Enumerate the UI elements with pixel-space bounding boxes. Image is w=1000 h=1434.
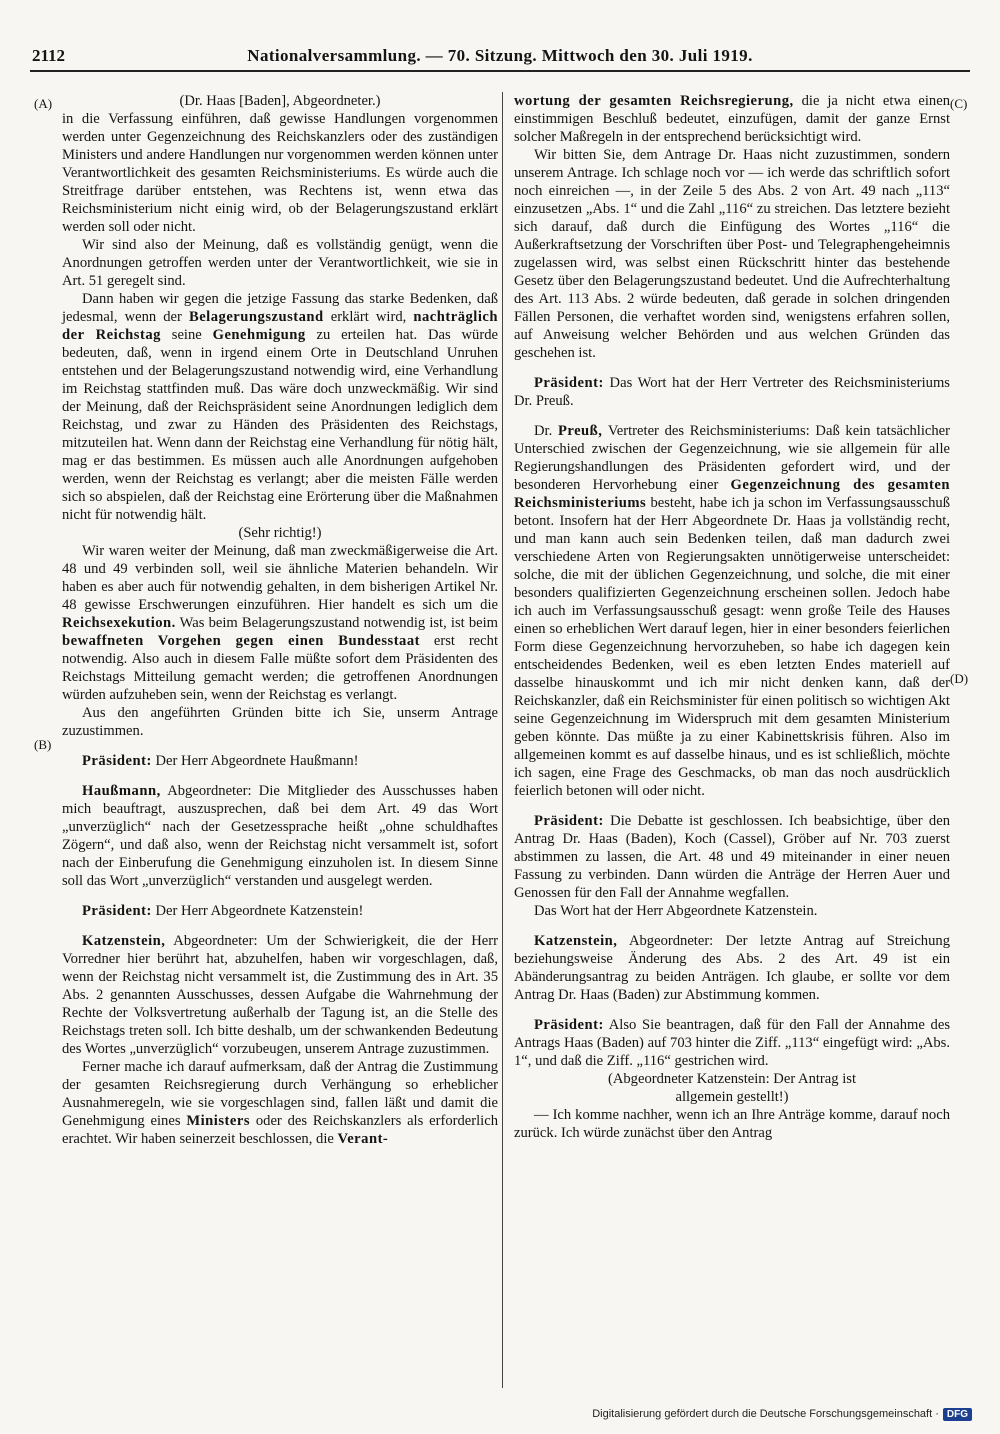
running-title: Nationalversammlung. — 70. Sitzung. Mittwoch den 30. Juli 1919. [247, 46, 753, 65]
speaker-name: Katzenstein, [534, 933, 618, 949]
speech-preuss: Dr. Preuß, Vertreter des Reichsministeriums: Daß kein tatsächlicher Unterschied zwischen der Gegenzeichnung, wie sie allgemein für alle Regierungshandlungen des Präsidenten gefordert wird, und der besonderen Hervorhebung einer Gegenzeichnung des gesamten Reichsministeriums besteht, habe ich ja schon im Verfassungsausschuß betont. Insofern hat der Herr Abgeordnete Dr. Haas ja vollständig recht, und man kann auch sein Bedenken teilen, daß man dadurch zwei verschiedene Arten von Regierungsakten unnötigerweise unterscheidet: solche, die mit der üblichen Gegenzeichnung, und solche, die mit einer besonders qualifizierten Gegenzeichnung erscheinen sollen. Jedoch habe ich auch im Verfassungsausschuß gesagt: wenn große Teile des Hauses einen so erheblichen Wert darauf legen, hier in einer besonders feierlichen Form diese Gegenzeichnung hervorzuheben, so habe ich dagegen kein entscheidendes Bedenken, weil es eben letzten Endes materiell auf dasselbe hinauskommt und ich mir nicht denken kann, daß der Reichskanzler, daß ein Reichsminister für einen politisch so wichtigen Akt seine Gegenzeichnung im Widerspruch mit dem gesamten Ministerium geben könnte. Das müßte ja zu einer Kabinettskrisis führen. Also im allgemeinen kommt es auf dasselbe hinaus, und es ist schließlich, möchte ich sagen, eine Frage des Geschmacks, ob man das noch ausdrücklich feierlich betonen will oder nicht. [514, 423, 950, 799]
emphasis: Belagerungszustand [188, 309, 324, 325]
speaker-name: Präsident: [534, 813, 604, 829]
paragraph: Ferner mache ich darauf aufmerksam, daß der Antrag die Zustimmung der gesamten Reichsregierung durch Verhängung so erheblicher Ausnahmeregeln, wie sie vorgeschlagen sind, fallen läßt und damit die Genehmigung eines Ministers oder des Reichskanzlers als erforderlich erachtet. Wir haben seinerzeit beschlossen, die Verant- [62, 1059, 498, 1147]
speech-katzenstein: Katzenstein, Abgeordneter: Um der Schwierigkeit, die der Herr Vorredner hier berührt hat, abzuhelfen, haben wir vorgeschlagen, daß, wenn der Reichstag nicht versammelt ist, die Zustimmung des in Art. 35 Abs. 2 genannten Ausschusses, dessen Aufgabe die Wahrnehmung der Rechte der Volksvertretung außerhalb der Tagung ist, an die Stelle des Reichstags treten soll. Ich bitte deshalb, um der schwankenden Bedeutung des Wortes „unverzüglich“ vorzubeugen, unserem Antrage zuzustimmen. [62, 933, 498, 1057]
emphasis: bewaffneten Vorgehen gegen einen Bundesstaat [62, 633, 421, 649]
paragraph: Dann haben wir gegen die jetzige Fassung das starke Bedenken, daß jedesmal, wenn der Belagerungszustand erklärt wird, nachträglich der Reichstag seine Genehmigung zu erteilen hat. Das würde bedeuten, daß, wenn in irgend einem Orte in Deutschland Unruhen entstehen und der Belagerungszustand notwendig wird, eine Verhandlung im Reichstag stattfinden muß. Das wäre doch unzweckmäßig. Wir sind der Meinung, daß der Reichspräsident seine Anordnungen lediglich dem Reichstag, und zwar zu Händen des Präsidenten des Reichstags, mitzuteilen hat. Wenn dann der Reichstag eine Verhandlung für nötig hält, mag er das bestimmen. Es müssen auch alle Anordnungen aufgehoben werden, wenn der Reichstag es verlangt; aber die meisten Fälle werden sich so abspielen, daß der Reichstag eine Erörterung über die Maßnahmen nicht für notwendig hält. [62, 291, 498, 523]
margin-mark-c: (C) [950, 96, 968, 111]
paragraph: Wir waren weiter der Meinung, daß man zweckmäßigerweise die Art. 48 und 49 verbinden soll, weil sie ähnliche Materien behandeln. Wir haben es aber auch für notwendig gehalten, in dem bisherigen Artikel Nr. 48 gewisse Erschwerungen einzuführen. Hier handelt es sich um die Reichsexekution. Was beim Belagerungszustand notwendig ist, ist beim bewaffneten Vorgehen gegen einen Bundesstaat erst recht notwendig. Also auch in diesem Falle müßte sofort dem Präsidenten des Reichstags Mitteilung gemacht werden; die getroffenen Anordnungen würden aufzuheben sein, wenn der Reichstag es verlangt. [62, 543, 498, 703]
emphasis: Gegenzeichnung des gesamten Reichsministeriums [514, 477, 950, 511]
speaker-reference: (Dr. Haas [Baden], Abgeordneter.) [179, 93, 381, 109]
emphasis: wortung der gesamten Reichsregierung, [514, 93, 794, 109]
paragraph: wortung der gesamten Reichsregierung, die ja nicht etwa einen einstimmigen Beschluß bedeutet, einzufügen, damit der ganze Ernst solcher Maßregeln in der entsprechend berücksichtigt wird. [514, 93, 950, 145]
page-number: 2112 [32, 46, 66, 65]
emphasis: nachträglich der Reichstag [62, 309, 498, 343]
dfg-logo: DFG [943, 1408, 972, 1421]
speaker-name: Katzenstein, [82, 933, 166, 949]
paragraph: Wir bitten Sie, dem Antrage Dr. Haas nicht zuzustimmen, sondern unserem Antrage. Ich schlage noch vor — ich werde das schriftlich sofort noch einreichen —, in der Zeile 5 des Abs. 2 von Art. 49 nach „113“ einzusetzen „Abs. 1“ und die Zahl „116“ zu streichen. Das letztere bezieht sich darauf, daß durch die Einfügung des Wortes „116“ die Außerkraftsetzung der Vorschriften über Post- und Telegraphengeheimnis zugelassen wird, was selbst einen Rückschritt hinter das bestehende Gesetz über den Belagerungszustand bedeutet. Und die Aufrechterhaltung des Art. 113 Abs. 2 würde bedeuten, daß gerade in solchen dringenden Fällen Personen, die verhaftet worden sind, wenigstens erfahren sollen, auf Anweisung welcher Behörden und aus welchen Gründen das geschehen ist. [514, 147, 950, 361]
margin-mark-d: (D) [950, 671, 969, 686]
interjection: allgemein gestellt!) [675, 1089, 789, 1105]
speaker-name: Haußmann, [82, 783, 161, 799]
speaker-name: Präsident: [534, 1017, 604, 1033]
emphasis: Genehmigung [212, 327, 306, 343]
paragraph: — Ich komme nachher, wenn ich an Ihre Anträge komme, darauf noch zurück. Ich würde zunächst über den Antrag [514, 1107, 950, 1141]
paragraph: Wir sind also der Meinung, daß es vollständig genügt, wenn die Anordnungen getroffen werden unter der Verantwortlichkeit, wie sie in Art. 51 geregelt sind. [62, 237, 498, 289]
speech-haussmann: Haußmann, Abgeordneter: Die Mitglieder des Ausschusses haben mich beauftragt, auszusprechen, daß bei dem Art. 49 das Wort „unverzüglich“ nach der Gesetzessprache heißt „ohne schuldhaftes Zögern“, und daß also, wenn der Reichstag nicht versammelt ist, sofort nach der Einberufung die Genehmigung einzuholen ist. In diesem Sinne soll das Wort „unverzüglich“ verstanden und ausgelegt werden. [62, 783, 498, 889]
speech-katzenstein: Katzenstein, Abgeordneter: Der letzte Antrag auf Streichung beziehungsweise Änderung des Abs. 2 des Art. 49 ist ein Abänderungsantrag zu beiden Anträgen. Ich glaube, er sollte vor dem Antrag Dr. Haas (Baden) zur Abstimmung kommen. [514, 933, 950, 1003]
president-remark: Präsident: Die Debatte ist geschlossen. Ich beabsichtige, über den Antrag Dr. Haas (Baden), Koch (Cassel), Gröber auf Nr. 703 zuerst abstimmen zu lassen, die Art. 48 und 49 miteinander in einer neuen Fassung zu verbinden. Dann würden die Anträge der Herren Auer und Genossen für den Fall der Annahme wegfallen. [514, 813, 950, 901]
speaker-name: Präsident: [82, 753, 152, 769]
emphasis: Reichsexekution. [62, 615, 176, 631]
margin-mark-a: (A) [34, 96, 53, 111]
column-divider [502, 92, 503, 1388]
paragraph: Aus den angeführten Gründen bitte ich Sie, unserm Antrage zuzustimmen. [62, 705, 498, 739]
paragraph: in die Verfassung einführen, daß gewisse Handlungen vorgenommen werden unter Gegenzeichnung des Reichskanzlers oder des zuständigen Ministers und andere Handlungen nur vorgenommen werden können unter Verantwortlichkeit des gesamten Reichsministeriums. Es würde auch die Streitfrage darüber entstehen, was Rechtens ist, wenn etwa das Reichsministerium nicht einig wird, ob der Belagerungszustand erklärt werden soll oder nicht. [62, 111, 498, 235]
emphasis: Verant- [337, 1131, 389, 1147]
interjection: (Abgeordneter Katzenstein: Der Antrag ist [607, 1071, 856, 1087]
right-column [514, 92, 950, 1142]
page-header [30, 40, 970, 72]
footer-text: Digitalisierung gefördert durch die Deutsche Forschungsgemeinschaft · [592, 1408, 939, 1420]
president-remark: Präsident: Der Herr Abgeordnete Katzenstein! [82, 903, 364, 919]
speaker-name: Präsident: [82, 903, 152, 919]
president-remark: Präsident: Das Wort hat der Herr Vertreter des Reichsministeriums Dr. Preuß. [514, 375, 950, 409]
speaker-name: Preuß, [557, 423, 603, 439]
footer-credit [592, 1408, 972, 1421]
president-remark: Präsident: Also Sie beantragen, daß für den Fall der Annahme des Antrags Haas (Baden) auf 703 hinter die Ziff. „113“ eingefügt wird: „Abs. 1“, und daß die Ziff. „116“ gestrichen wird. [514, 1017, 950, 1069]
president-remark: Präsident: Der Herr Abgeordnete Haußmann! [82, 753, 359, 769]
speaker-name: Präsident: [534, 375, 604, 391]
margin-mark-b: (B) [34, 737, 52, 752]
emphasis: Ministers [186, 1113, 251, 1129]
left-column [62, 92, 498, 1148]
paragraph: Das Wort hat der Herr Abgeordnete Katzenstein. [534, 903, 818, 919]
interjection: (Sehr richtig!) [238, 525, 322, 541]
